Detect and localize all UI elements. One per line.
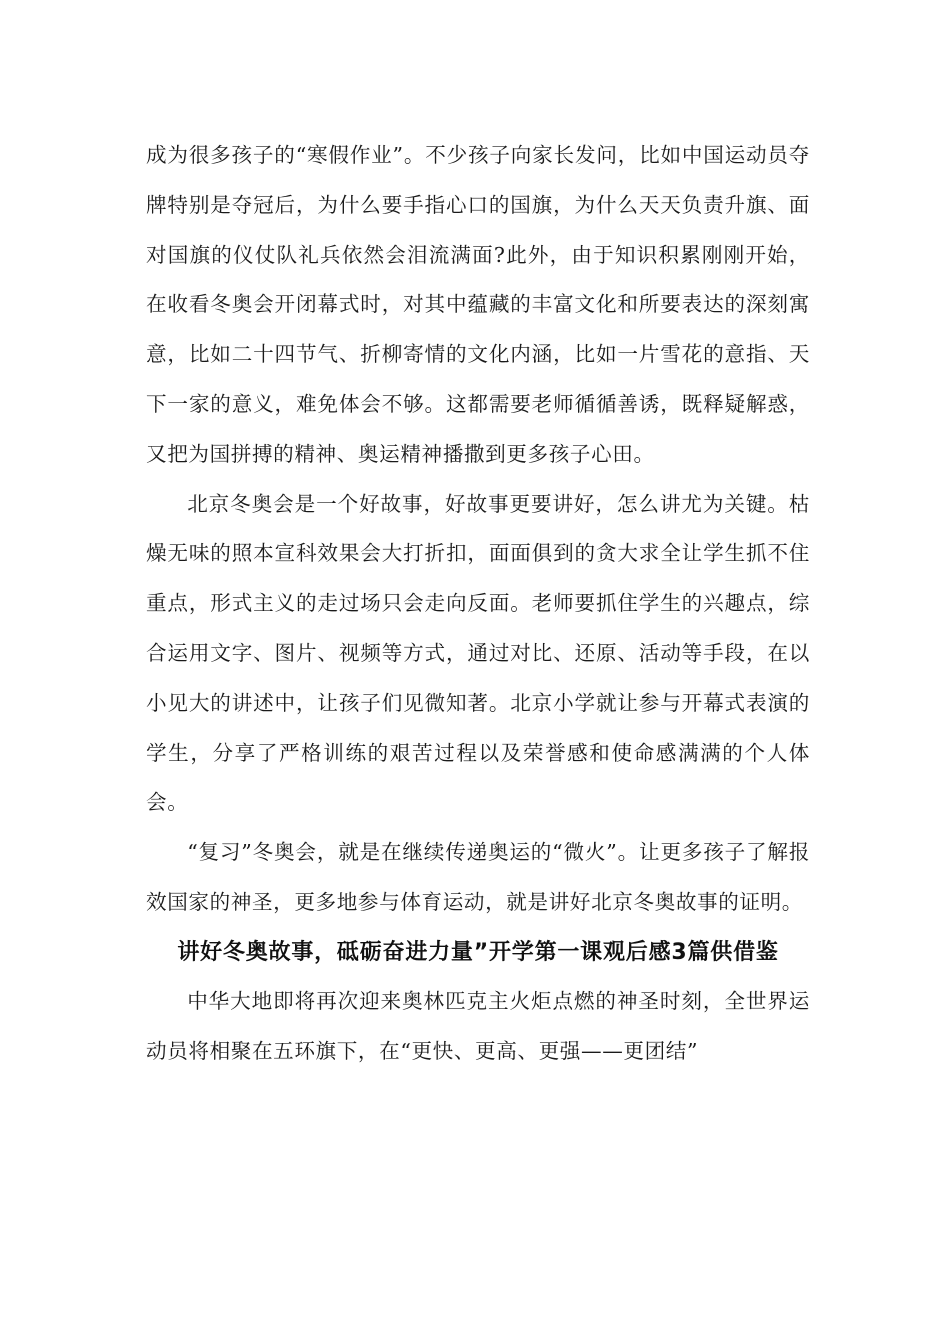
paragraph-2: 北京冬奥会是一个好故事，好故事更要讲好，怎么讲尤为关键。枯燥无味的照本宣科效果会大打折扣，面面俱到的贪大求全让学生抓不住重点，形式主义的走过场只会走向反面。老师要抓住学生的兴趣点，综合运用文字、图片、视频等方式，通过对比、还原、活动等手段，在以小见大的讲述中，让孩子们见微知著。北京小学就让参与开幕式表演的学生，分享了严格训练的艰苦过程以及荣誉感和使命感满满的个人体会。 (146, 491, 810, 815)
document-body (146, 131, 810, 1076)
section-title: 讲好冬奥故事，砥砺奋进力量”开学第一课观后感3篇供借鉴 (177, 939, 779, 965)
paragraph-4: 中华大地即将再次迎来奥林匹克主火炬点燃的神圣时刻，全世界运动员将相聚在五环旗下，在“更快、更高、更强——更团结” (146, 988, 810, 1063)
paragraph-1: 成为很多孩子的“寒假作业”。不少孩子向家长发问，比如中国运动员夺牌特别是夺冠后，为什么要手指心口的国旗，为什么天天负责升旗、面对国旗的仪仗队礼兵依然会泪流满面?此外，由于知识积累刚刚开始，在收看冬奥会开闭幕式时，对其中蕴藏的丰富文化和所要表达的深刻寓意，比如二十四节气、折柳寄情的文化内涵，比如一片雪花的意指、天下一家的意义，难免体会不够。这都需要老师循循善诱，既释疑解惑，又把为国拼搏的精神、奥运精神播撒到更多孩子心田。 (146, 143, 810, 466)
paragraph-3: “复习”冬奥会，就是在继续传递奥运的“微火”。让更多孩子了解报效国家的神圣，更多地参与体育运动，就是讲好北京冬奥故事的证明。 (146, 840, 810, 914)
